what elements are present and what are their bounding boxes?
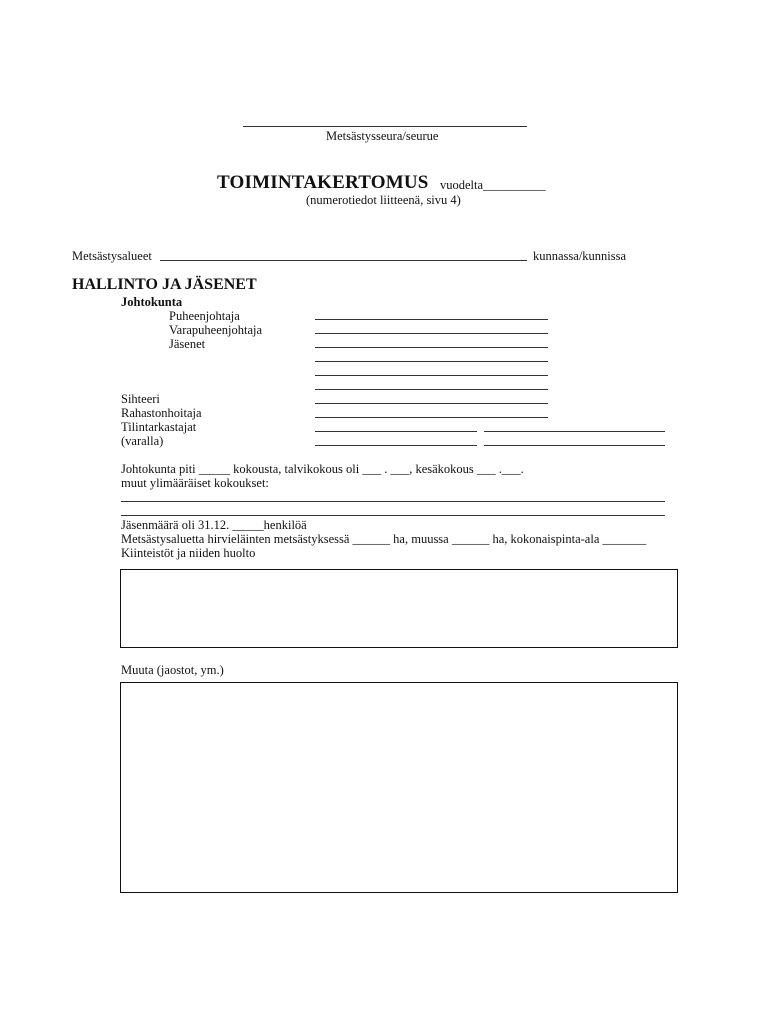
properties-label: Kiinteistöt ja niiden huolto [121, 546, 256, 560]
hunting-area-line[interactable]: Metsästysaluetta hirvieläinten metsästyksessä ______ ha, muussa ______ ha, kokonaispinta-ala _______ [121, 532, 647, 546]
vice-chair-input-line[interactable] [315, 333, 548, 334]
role-treasurer: Rahastonhoitaja [121, 406, 202, 420]
extra-meetings-line-2[interactable] [121, 515, 665, 516]
area-suffix: kunnassa/kunnissa [533, 249, 627, 263]
association-name-line[interactable] [243, 126, 527, 127]
page-subtitle: (numerotiedot liitteenä, sivu 4) [306, 193, 461, 207]
deputy-input-line-2[interactable] [484, 445, 665, 446]
role-members: Jäsenet [169, 337, 206, 351]
area-label: Metsästysalueet [72, 249, 152, 263]
member-input-line-2[interactable] [315, 361, 548, 362]
association-label: Metsästysseura/seurue [326, 129, 439, 143]
area-input-line[interactable] [160, 260, 527, 261]
properties-text-box[interactable] [120, 569, 678, 648]
deputy-input-line-1[interactable] [315, 445, 477, 446]
auditor-input-line-1[interactable] [315, 431, 477, 432]
secretary-input-line[interactable] [315, 403, 548, 404]
auditor-input-line-2[interactable] [484, 431, 665, 432]
member-count-line[interactable]: Jäsenmäärä oli 31.12. _____henkilöä [121, 518, 307, 532]
role-secretary: Sihteeri [121, 392, 160, 406]
extra-meetings-line-1[interactable] [121, 501, 665, 502]
year-field[interactable]: vuodelta__________ [440, 178, 546, 192]
section-title: HALLINTO JA JÄSENET [72, 276, 257, 293]
treasurer-input-line[interactable] [315, 417, 548, 418]
role-vice-chair: Varapuheenjohtaja [169, 323, 263, 337]
role-deputy: (varalla) [121, 434, 164, 448]
chair-input-line[interactable] [315, 319, 548, 320]
other-text-box[interactable] [120, 682, 678, 893]
meetings-line[interactable]: Johtokunta piti _____ kokousta, talvikokous oli ___ . ___, kesäkokous ___ .___. [121, 462, 524, 476]
other-label: Muuta (jaostot, ym.) [121, 663, 224, 677]
board-heading: Johtokunta [121, 295, 183, 309]
extra-meetings-label: muut ylimääräiset kokoukset: [121, 476, 269, 490]
role-auditors: Tilintarkastajat [121, 420, 197, 434]
role-chair: Puheenjohtaja [169, 309, 240, 323]
page-title: TOIMINTAKERTOMUS [217, 172, 429, 193]
member-input-line-4[interactable] [315, 389, 548, 390]
member-input-line-3[interactable] [315, 375, 548, 376]
member-input-line-1[interactable] [315, 347, 548, 348]
